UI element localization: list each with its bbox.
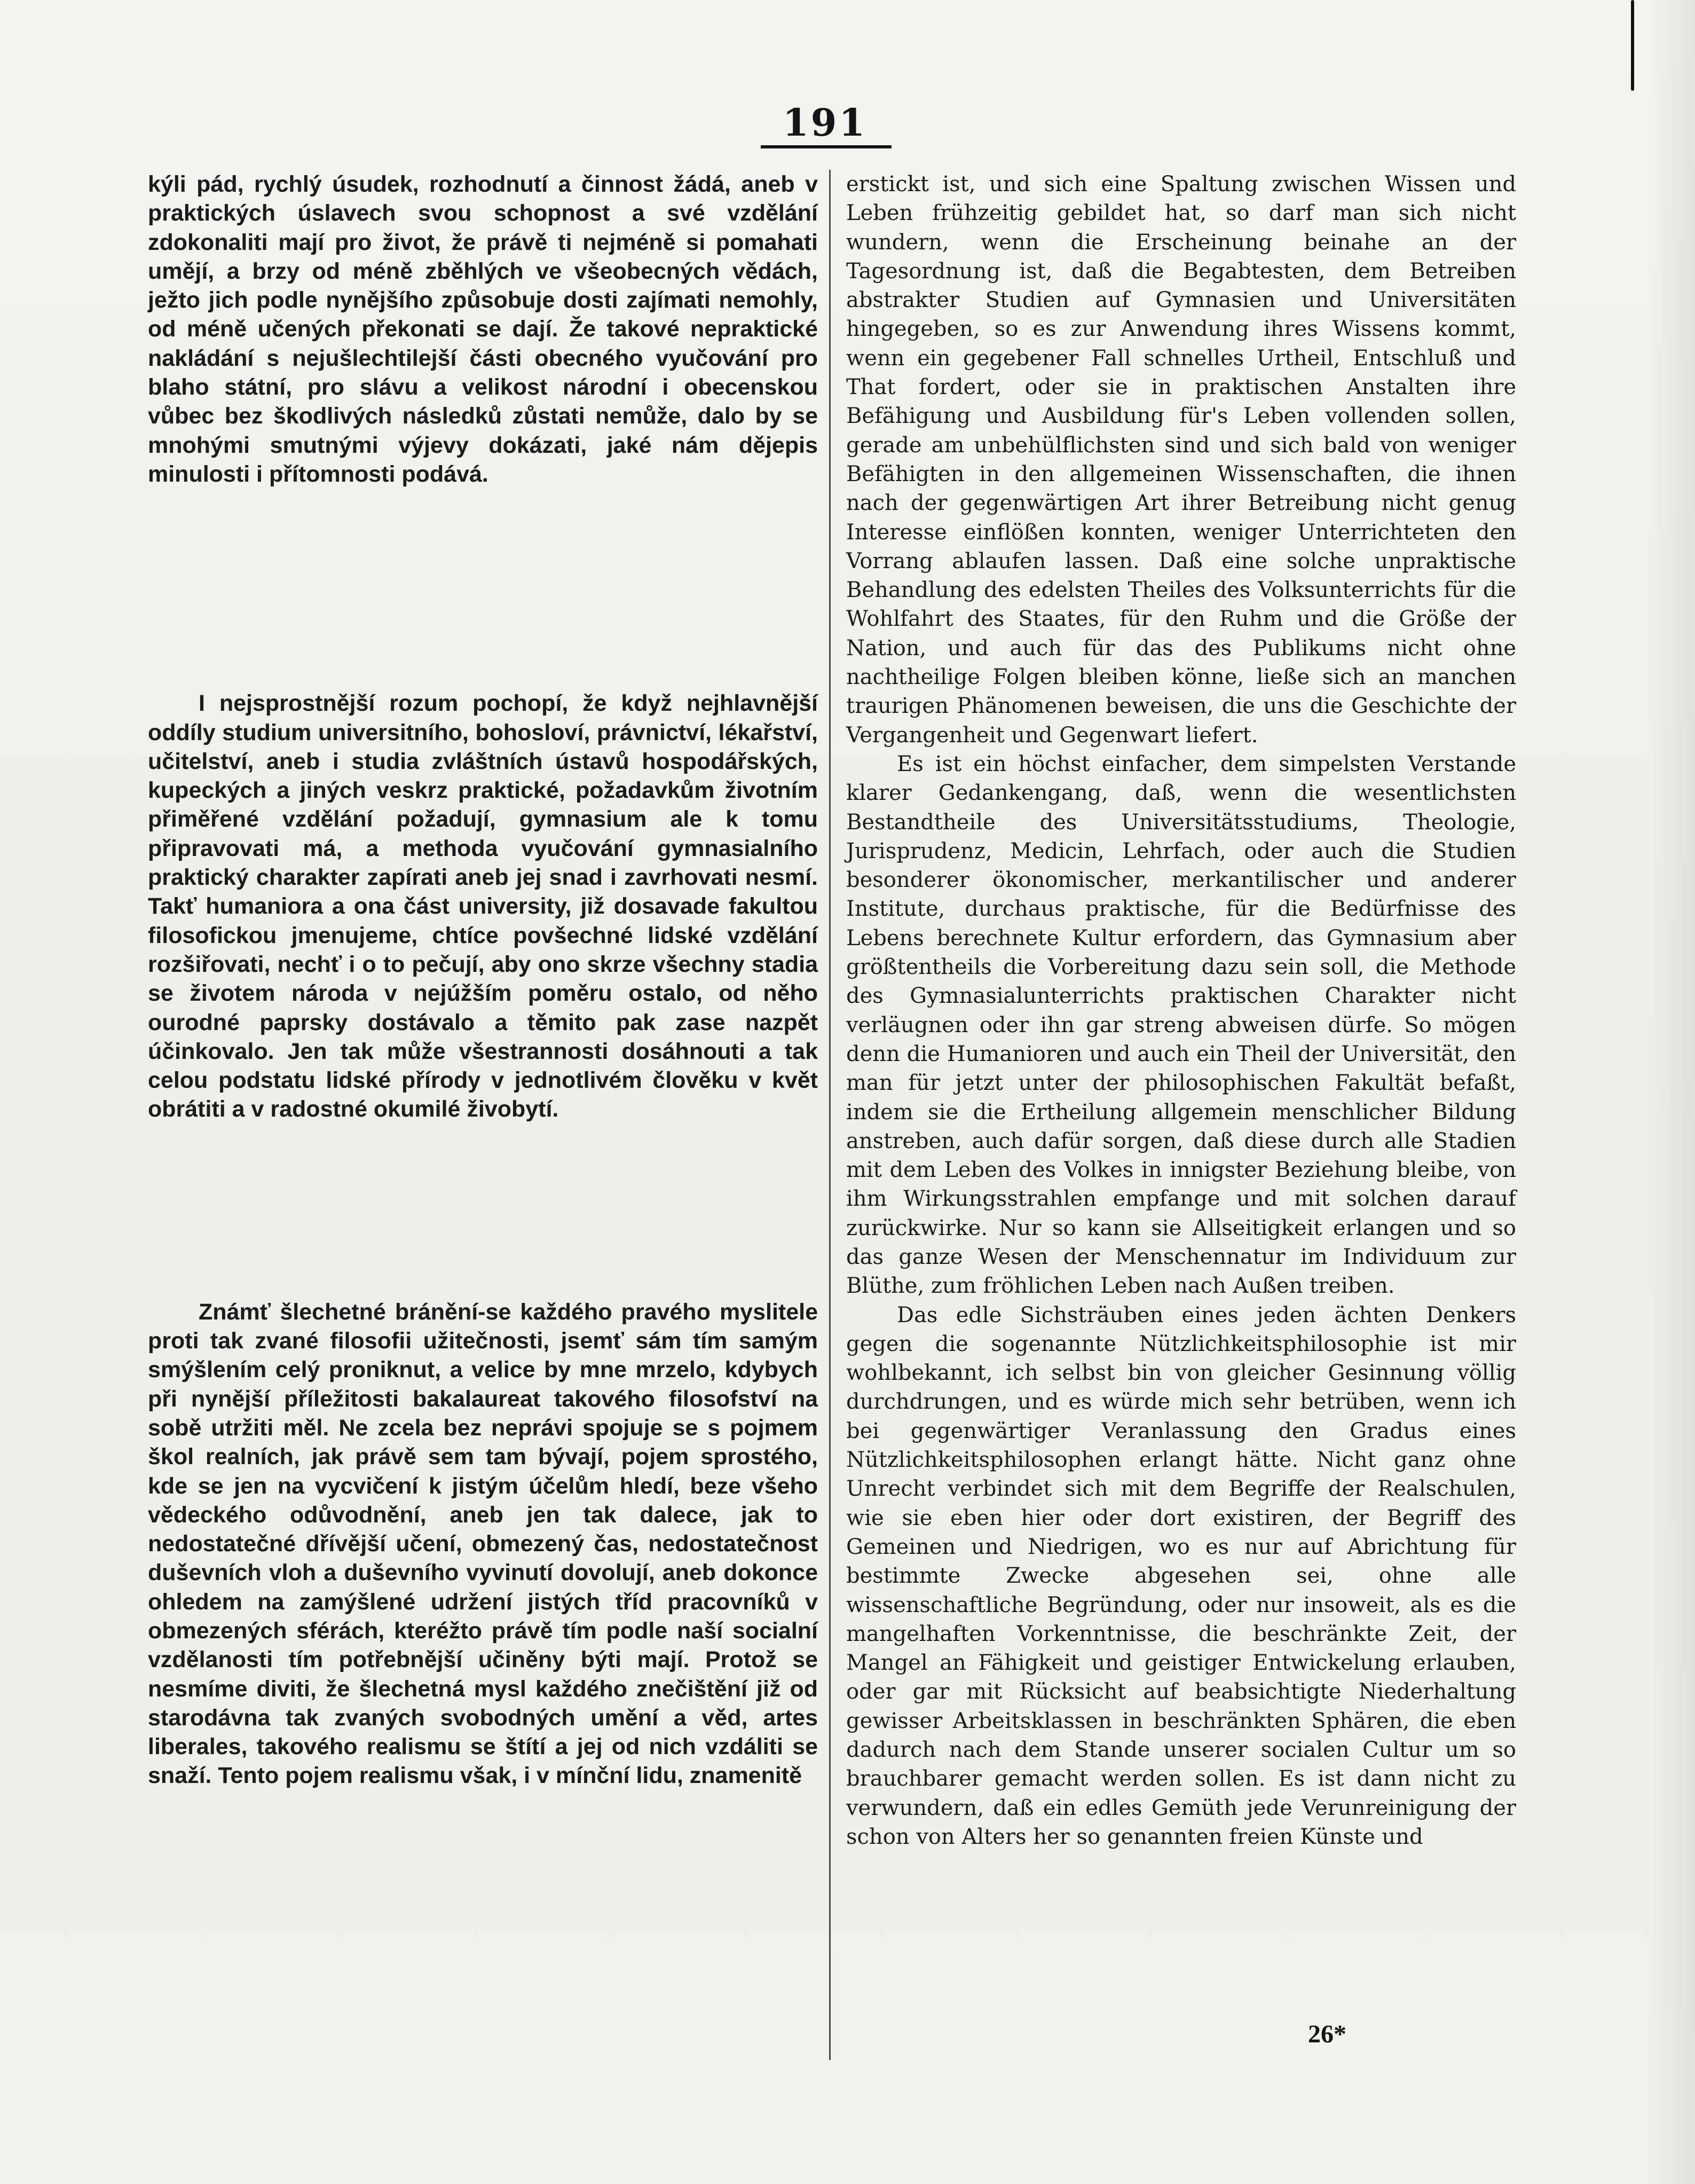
left-paragraph-3: Známť šlechetné bránění-se každého pravého myslitele proti tak zvané filosofii užitečnosti, jsemť sám tím samým smýšlením celý proniknut, a velice by mne mrzelo, kdybych při nynější příležitosti bakalaureat takového filosofství na sobě utržiti měl. Ne zcela bez neprávi spojuje se s pojmem škol realních, jak právě sem tam bývají, pojem sprostého, kde se jen na vycvičení k jistým účelům hledí, beze všeho vědeckého odůvodnění, aneb jen tak dalece, jak to nedostatečné dřívější učení, obmezený čas, nedostatečnost duševních vloh a duševního vyvinutí dovolují, aneb dokonce ohledem na zamýšlené udržení jistých tříd pracovníků v obmezených sférách, kteréžto právě tím podle naší socialní vzdělanosti tím potřebnější učiněny býti mají. Protož se nesmíme diviti, že šlechetná mysl každého znečištění již od starodávna tak zvaných svobodných umění a věd, artes liberales, takového realismu se štítí a jej od nich vzdáliti se snaží. Tento pojem realismu však, i v mínční lidu, znamenitě [148, 1299, 818, 1789]
left-column-czech [148, 170, 818, 1790]
right-column-german [846, 170, 1516, 1851]
page-number-underline [761, 145, 892, 148]
right-paragraph-2: Es ist ein höchst einfacher, dem simpelsten Verstande klarer Gedankengang, daß, wenn die wesentlichsten Bestandtheile des Universitätsstudiums, Theologie, Jurisprudenz, Medicin, Lehrfach, oder auch die Studien besonderer ökonomischer, merkantilischer und anderer Institute, durchaus praktische, für die Bedürfnisse des Lebens berechnete Kultur erfordern, das Gymnasium aber größtentheils die Vorbereitung dazu sein soll, die Methode des Gymnasialunterrichts praktischen Charakter nicht verläugnen oder ihn gar streng abweisen dürfe. So mögen denn die Humanioren und auch ein Theil der Universität, den man für jetzt unter der philosophischen Fakultät befaßt, indem sie die Ertheilung allgemein menschlicher Bildung anstreben, auch dafür sorgen, daß diese durch alle Stadien mit dem Leben des Volkes in innigster Beziehung bleibe, von ihm Wirkungsstrahlen empfange und mit solchen darauf zurückwirke. Nur so kann sie Allseitigkeit erlangen und so das ganze Wesen der Menschennatur im Individuum zur Blüthe, zum fröhlichen Leben nach Außen treiben. [846, 751, 1516, 1299]
left-paragraph-1: kýli pád, rychlý úsudek, rozhodnutí a činnost žádá, aneb v praktických úslavech svou schopnost a své vzdělání zdokonaliti mají pro život, že právě ti nejméně si pomahati umějí, a brzy od méně zběhlých ve všeobecných vědách, ježto jich podle nynějšího způsobuje dosti zajímati nemohly, od méně učených překonati se dají. Že takové nepraktické nakládání s nejušlechtilejší části obecného vyučování pro blaho státní, pro slávu a velikost národní i obecenskou vůbec bez škodlivých následků zůstati nemůže, dalo by se mnohými smutnými výjevy dokázati, jaké nám dějepis minulosti i přítomnosti podává. [148, 171, 818, 487]
right-paragraph-3: Das edle Sichsträuben eines jeden ächten Denkers gegen die sogenannte Nützlichkeitsphilosophie ist mir wohlbekannt, ich selbst bin von gleicher Gesinnung völlig durchdrungen, und es würde mich sehr betrüben, wenn ich bei gegenwärtiger Veranlassung den Gradus eines Nützlichkeitsphilosophen erlangt hätte. Nicht ganz ohne Unrecht verbindet sich mit dem Begriffe der Realschulen, wie sie eben hier oder dort existiren, der Begriff des Gemeinen und Niedrigen, wo es nur auf Abrichtung für bestimmte Zwecke abgesehen sei, ohne alle wissenschaftliche Begründung, oder nur insoweit, als es die mangelhaften Vorkenntnisse, die beschränkte Zeit, der Mangel an Fähigkeit und geistiger Entwickelung erlauben, oder gar mit Rücksicht auf beabsichtigte Niederhaltung gewisser Arbeitsklassen in beschränkten Sphären, die eben dadurch nach dem Stande unserer socialen Cultur um so brauchbarer gemacht werden sollen. Es ist dann nicht zu verwundern, daß ein edles Gemüth jede Verunreinigung der schon von Alters her so genannten freien Künste und [846, 1302, 1516, 1849]
binding-shadow [1647, 0, 1695, 2184]
page-edge-mark [1631, 0, 1634, 91]
printer-signature-mark: 26* [1308, 2020, 1346, 2048]
page-number: 191 [782, 100, 868, 145]
right-paragraph-1: erstickt ist, und sich eine Spaltung zwischen Wissen und Leben frühzeitig gebildet hat, so darf man sich nicht wundern, wenn die Erscheinung beinahe an der Tagesordnung ist, daß die Begabtesten, dem Betreiben abstrakter Studien auf Gymnasien und Universitäten hingegeben, so es zur Anwendung ihres Wissens kommt, wenn ein gegebener Fall schnelles Urtheil, Entschluß und That fordert, oder sie in praktischen Anstalten ihre Befähigung und Ausbildung für's Leben vollenden sollen, gerade am unbehülflichsten sind und sich bald von weniger Befähigten in den allgemeinen Wissenschaften, die ihnen nach der gegenwärtigen Art ihrer Betreibung nicht genug Interesse einflößen konnten, weniger Unterrichteten den Vorrang ablaufen lassen. Daß eine solche unpraktische Behandlung des edelsten Theiles des Volksunterrichts für die Wohlfahrt des Staates, für den Ruhm und die Größe der Nation, und auch für das des Publikums nicht ohne nachtheilige Folgen bleiben könne, ließe sich an manchen traurigen Phänomenen beweisen, die uns die Geschichte der Vergangenheit und Gegenwart liefert. [846, 172, 1516, 748]
left-paragraph-2: I nejsprostnější rozum pochopí, že když nejhlavnější oddíly studium universitního, bohosloví, právnictví, lékařství, učitelství, aneb i studia zvláštních ústavů hospodářských, kupeckých a jiných veskrz praktické, požadavkům životním přiměřené vzdělání požadují, gymnasium ale k tomu připravovati má, a methoda vyučování gymnasialního praktický charakter zapírati aneb jej snad i zavrhovati nesmí. Takť humaniora a ona část university, již dosavade fakultou filosofickou jmenujeme, chtíce povšechné lidské vzdělání rozšiřovati, nechť i o to pečují, aby ono skrze všechny stadia se životem národa v nejúžším poměru ostalo, od něho ourodné paprsky dostávalo a těmito pak zase nazpět účinkovalo. Jen tak může všestrannosti dosáhnouti a tak celou podstatu lidské přírody v jednotlivém člověku v květ obrátiti a v radostné okumilé živobytí. [148, 690, 818, 1122]
column-divider [829, 170, 831, 2060]
